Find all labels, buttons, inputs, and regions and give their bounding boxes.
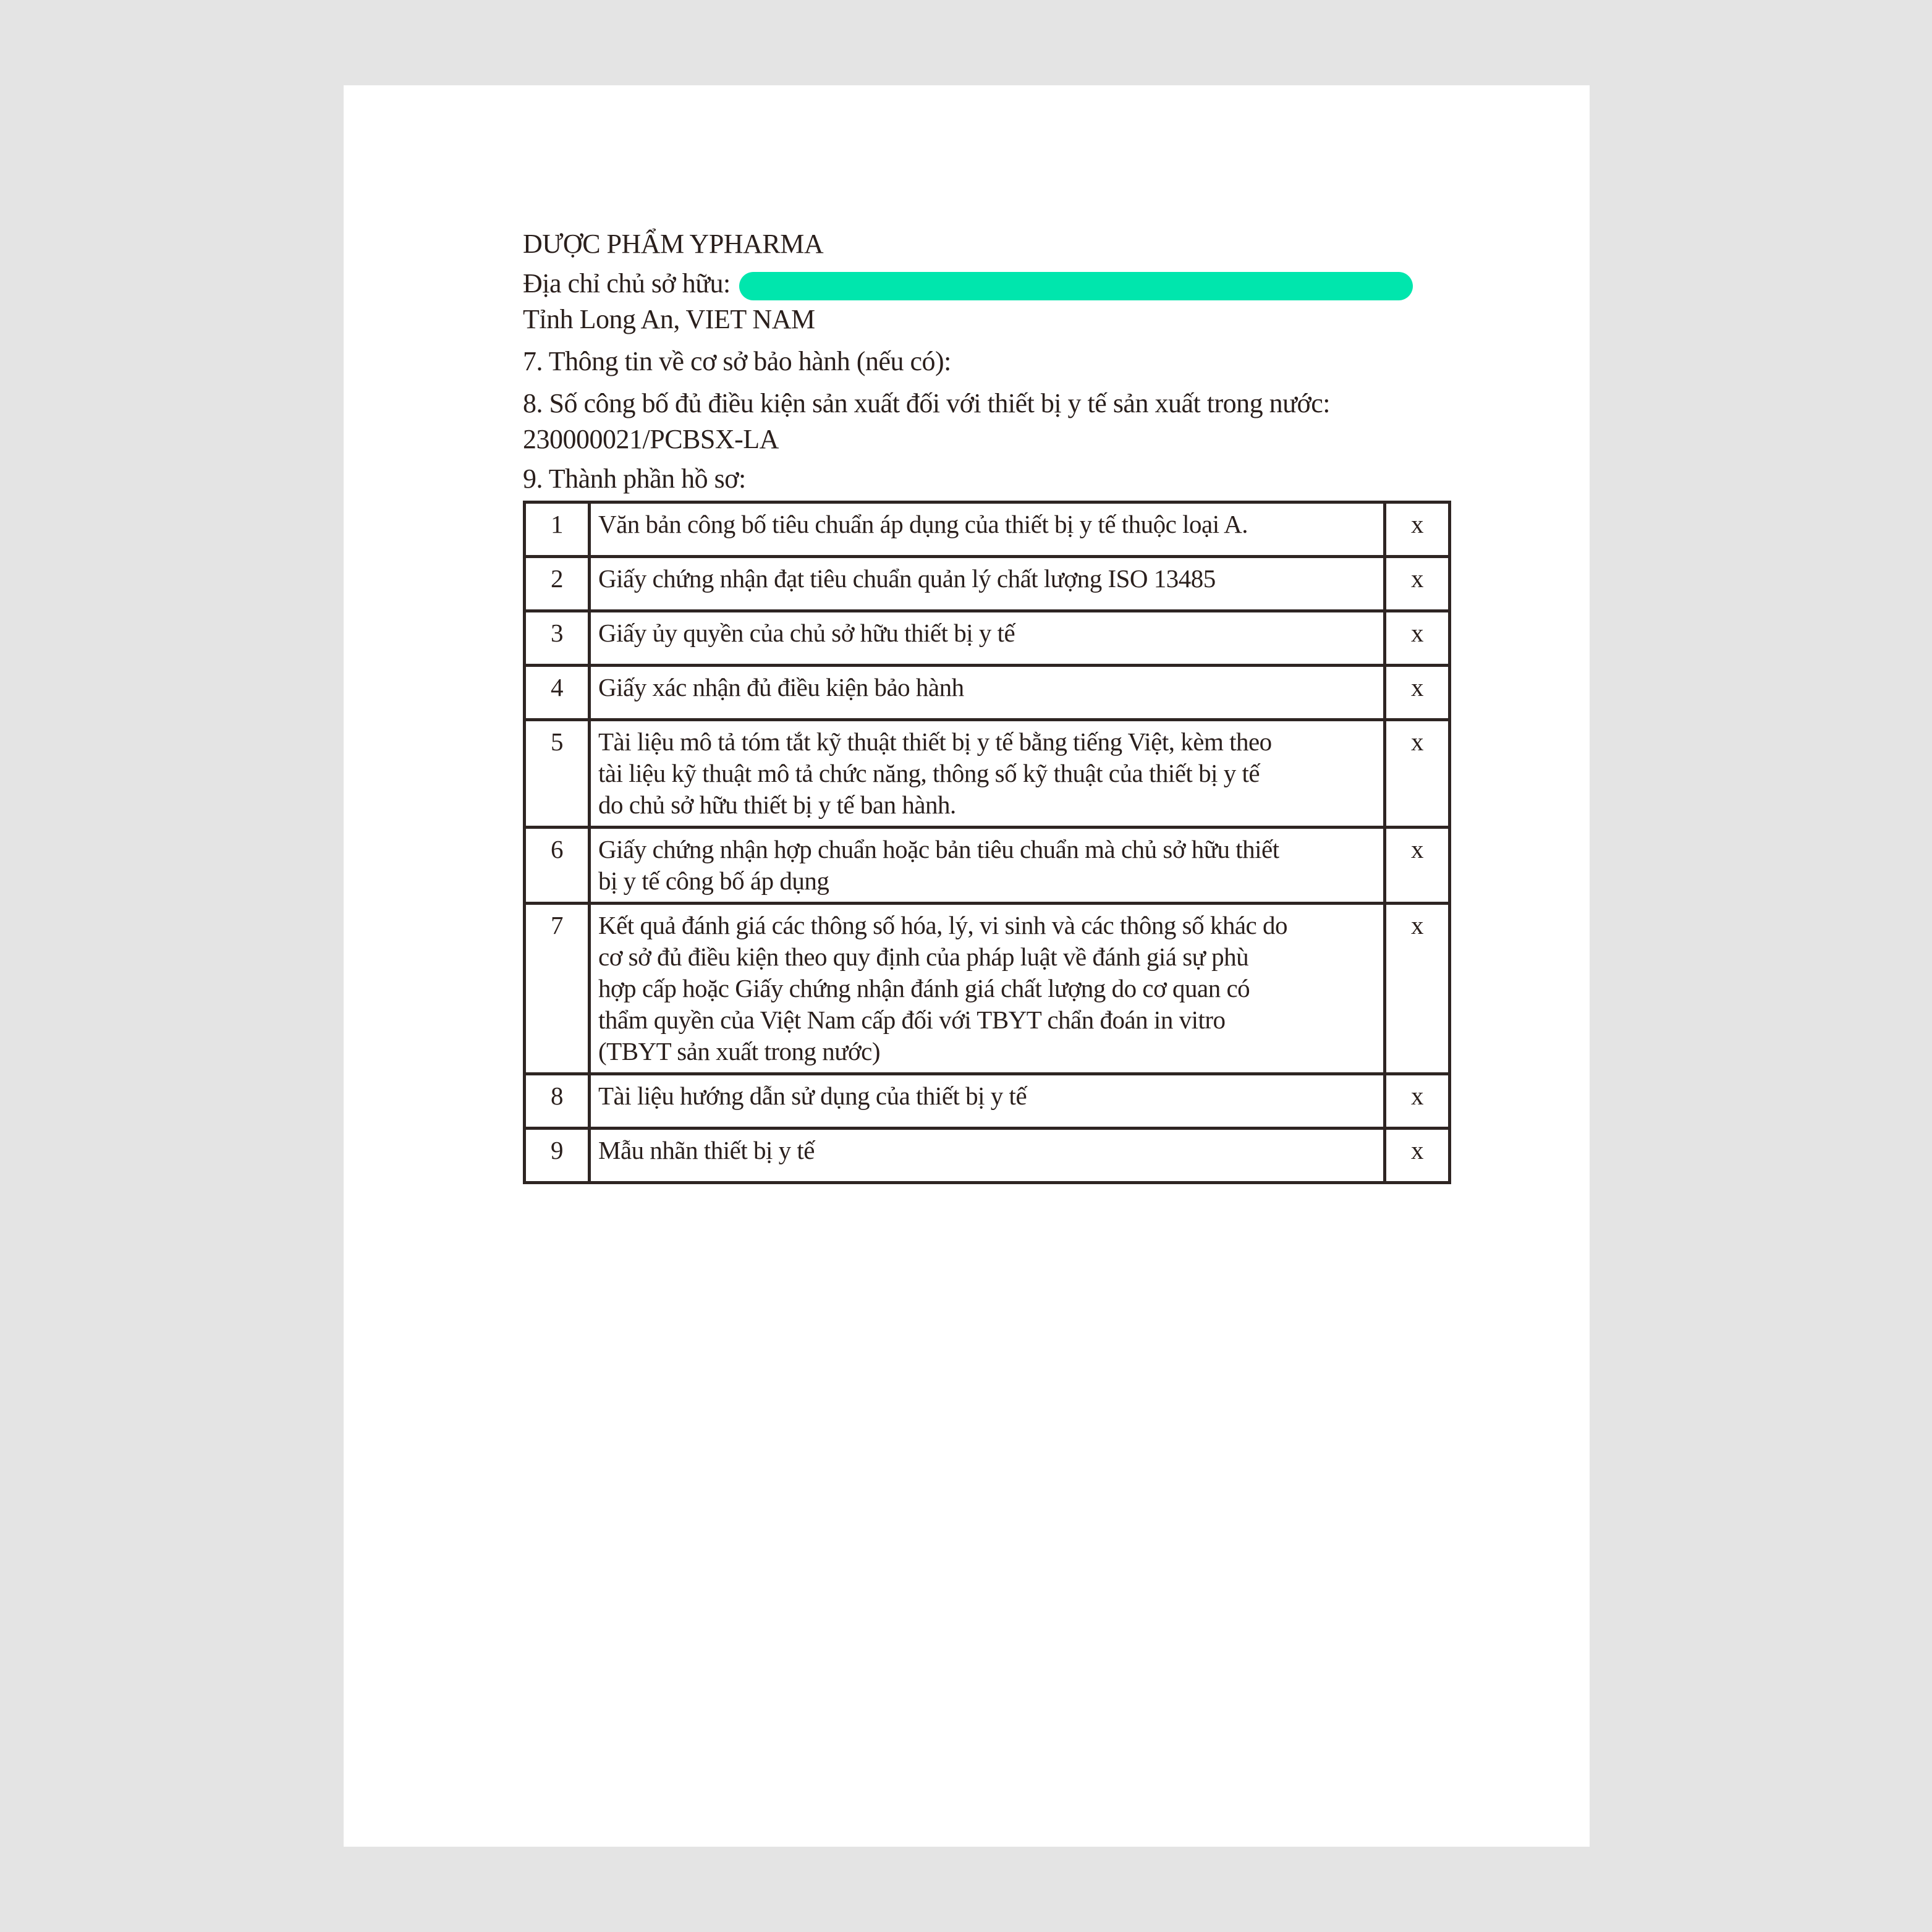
row-description: Tài liệu hướng dẫn sử dụng của thiết bị y tế: [590, 1074, 1385, 1129]
table-row: [525, 502, 1450, 557]
section-8-number: 230000021/PCBSX-LA: [523, 424, 779, 454]
row-number: 2: [525, 557, 590, 611]
table-row: [525, 828, 1450, 904]
row-description: Giấy ủy quyền của chủ sở hữu thiết bị y tế: [590, 611, 1385, 666]
row-number: 8: [525, 1074, 590, 1129]
row-description: Văn bản công bố tiêu chuẩn áp dụng của thiết bị y tế thuộc loại A.: [590, 502, 1385, 557]
table-row: [525, 1074, 1450, 1129]
redaction-bar: [739, 272, 1413, 300]
row-number: 5: [525, 720, 590, 828]
row-description: Giấy chứng nhận đạt tiêu chuẩn quản lý chất lượng ISO 13485: [590, 557, 1385, 611]
row-mark: x: [1385, 611, 1450, 666]
row-mark: x: [1385, 904, 1450, 1074]
row-description: [590, 828, 1385, 904]
table-row: [525, 904, 1450, 1074]
owner-address: [523, 266, 1462, 302]
row-mark: x: [1385, 502, 1450, 557]
row-mark: x: [1385, 720, 1450, 828]
row-mark: x: [1385, 666, 1450, 720]
row-description-line: do chủ sở hữu thiết bị y tế ban hành.: [598, 790, 956, 819]
row-number: 3: [525, 611, 590, 666]
row-description: Giấy xác nhận đủ điều kiện bảo hành: [590, 666, 1385, 720]
document-page: [344, 85, 1590, 1847]
row-description: Mẫu nhãn thiết bị y tế: [590, 1129, 1385, 1183]
row-number: 6: [525, 828, 590, 904]
row-number: 1: [525, 502, 590, 557]
row-description-line: Kết quả đánh giá các thông số hóa, lý, vi sinh và các thông số khác do: [598, 911, 1287, 939]
row-mark: x: [1385, 557, 1450, 611]
section-9-heading: 9. Thành phần hồ sơ:: [523, 464, 746, 494]
row-description-line: cơ sở đủ điều kiện theo quy định của pháp luật về đánh giá sự phù: [598, 943, 1249, 971]
section-8-heading: 8. Số công bố đủ điều kiện sản xuất đối với thiết bị y tế sản xuất trong nước:: [523, 388, 1330, 418]
row-number: 7: [525, 904, 590, 1074]
row-description-line: tài liệu kỹ thuật mô tả chức năng, thông số kỹ thuật của thiết bị y tế: [598, 759, 1260, 787]
row-mark: x: [1385, 828, 1450, 904]
dossier-table: [523, 501, 1451, 1184]
row-description: [590, 904, 1385, 1074]
table-row: [525, 666, 1450, 720]
row-description-line: (TBYT sản xuất trong nước): [598, 1037, 880, 1066]
address-line-2: Tỉnh Long An, VIET NAM: [523, 304, 815, 334]
row-description-line: Giấy chứng nhận hợp chuẩn hoặc bản tiêu chuẩn mà chủ sở hữu thiết: [598, 835, 1279, 863]
table-row: [525, 557, 1450, 611]
row-description: [590, 720, 1385, 828]
row-mark: x: [1385, 1129, 1450, 1183]
table-row: [525, 720, 1450, 828]
row-number: 9: [525, 1129, 590, 1183]
table-row: [525, 1129, 1450, 1183]
row-description-line: hợp cấp hoặc Giấy chứng nhận đánh giá chất lượng do cơ quan có: [598, 974, 1250, 1002]
document-content: [523, 226, 1462, 1184]
table-row: [525, 611, 1450, 666]
row-description-line: Tài liệu mô tả tóm tắt kỹ thuật thiết bị y tế bằng tiếng Việt, kèm theo: [598, 727, 1272, 756]
address-label: Địa chỉ chủ sở hữu:: [523, 268, 731, 299]
row-description-line: thẩm quyền của Việt Nam cấp đối với TBYT chẩn đoán in vitro: [598, 1006, 1226, 1034]
row-description-line: bị y tế công bố áp dụng: [598, 866, 829, 895]
row-number: 4: [525, 666, 590, 720]
row-mark: x: [1385, 1074, 1450, 1129]
company-name: DƯỢC PHẨM YPHARMA: [523, 229, 824, 259]
section-7-heading: 7. Thông tin về cơ sở bảo hành (nếu có):: [523, 346, 951, 376]
